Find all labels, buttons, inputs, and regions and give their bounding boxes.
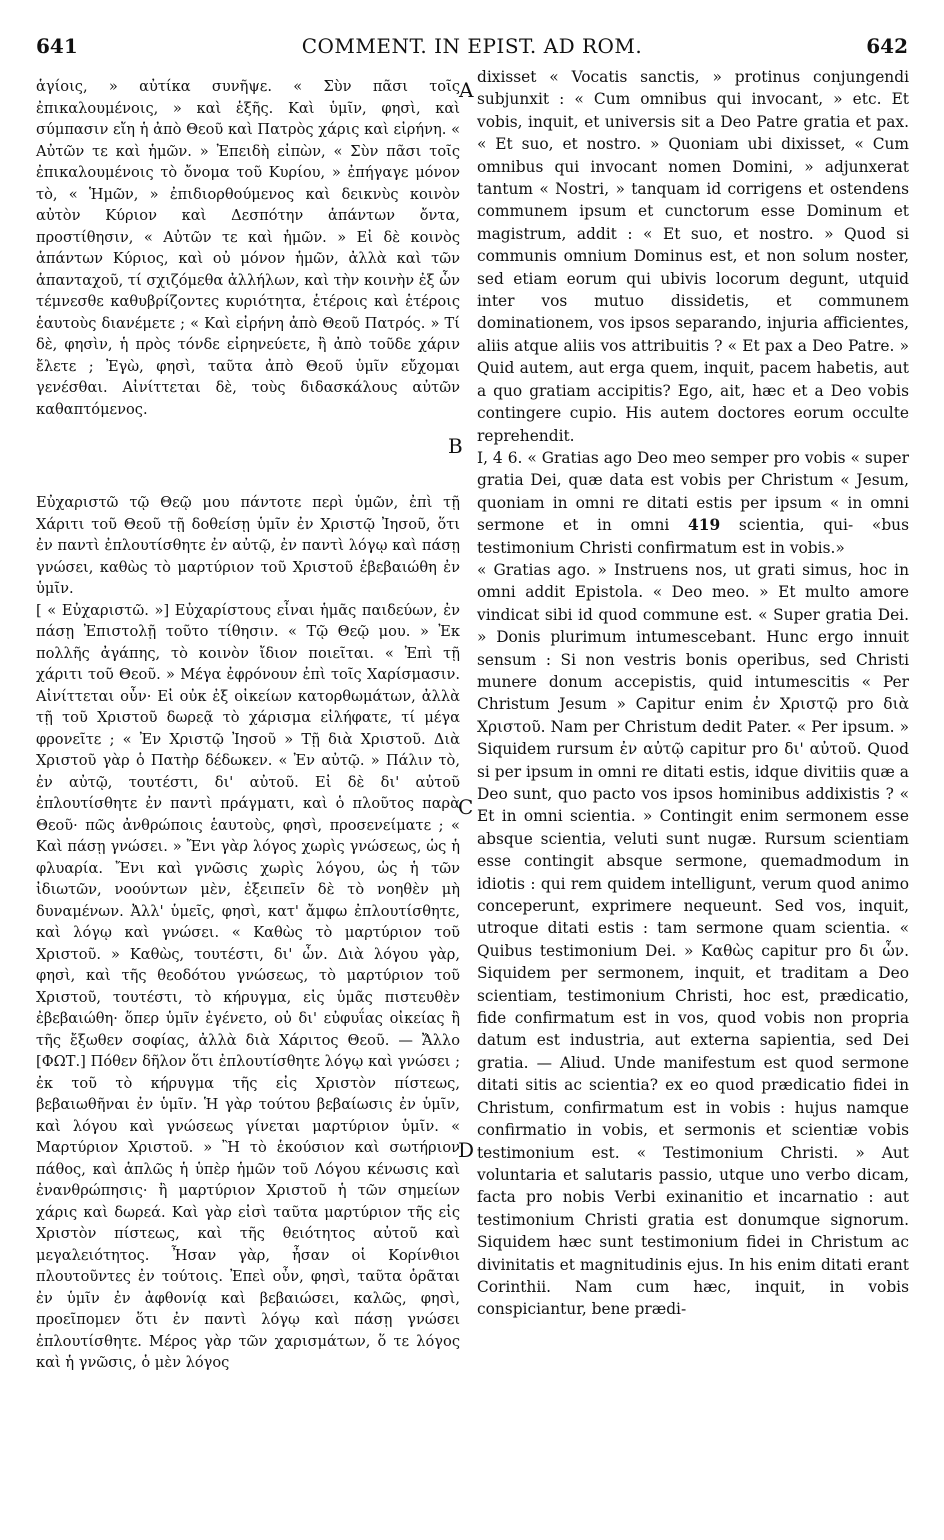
latin-paragraph-2: « Gratias ago. » Instruens nos, ut grati simus, hoc in omni addit Epistola. « Deo meo. » Et multo amore vindicat sibi id quod commune est. « Super gratia Dei. » Donis plurimum intumescebant. Hunc ergo innuit sensum : Si non vestris bonis operibus, sed Christi munere donum accepistis, quid intumescitis « Per Christum Jesum » Capitur enim ἐν Χριστῷ pro διὰ Χριστοῦ. Nam per Christum dedit Pater. « Per ipsum. » Siquidem rursum ἐν αὐτῷ capitur pro δι' αὐτοῦ. Quod si per ipsum in omni re ditati estis, idque divitiis quæ a Deo sunt, quo pacto vos ipsos hominibus addixistis ? « Et in omni scientia. » Contingit enim sermonem esse absque scientia, veluti sunt nugæ. Rursum scientiam esse contingit absque sermone, quemadmodum in idiotis : qui rem quidem intelligunt, verum quod animo conceperunt, exprimere nequeunt. Sed vos, inquit, utroque ditati estis : tam sermone quam scientia. « Quibus testimonium Dei. » Καθὼς capitur pro δι ὧν. Siquidem per sermonem, inquit, et traditam a Deo scientiam, testimonium Christi, hoc est, prædicatio, fide confirmatum est in vos, quod vobis non propria datum est industria, aut externa sapientia, sed Dei gratia. — Aliud. Unde manifestum est quod sermone ditati sitis ac scientia? ex eo quod prædicatio fidei in Christum, confirmatum est in vobis : hujus namque confirmatio in vobis, et sermonis et scientiæ vobis testimonium est. « Testimonium Christi. » Aut voluntaria et salutaris passio, utque uno verbo dicam, facta pro nobis Verbi exinanitio et incarnatio : aut testimonium Christi gratia est donumque signorum. Siquidem hæc sunt testimonium fidei in Christum ac divinitatis et magnitudinis ejus. In his enim ditati erant Corinthii. Nam cum hæc, inquit, in vobis conspiciantur, bene prædi- <box>477 560 909 1319</box>
section-marker-a: A <box>459 78 474 102</box>
running-title: COMMENT. IN EPIST. AD ROM. <box>301 34 643 58</box>
section-marker-b: B <box>448 434 463 458</box>
greek-paragraph: ἁγίοις, » αὐτίκα συνῆψε. « Σὺν πᾶσι τοῖς ἐπικαλουμένοις, » καὶ ἑξῆς. Καὶ ὑμῖν, φησὶ, καὶ σύμπασιν εἴη ἡ ἀπὸ Θεοῦ καὶ Πατρὸς χάρις καὶ εἰρήνη. « Αὐτῶν τε καὶ ἡμῶν. » Ἐπειδὴ εἰπὼν, « Σὺν πᾶσι τοῖς ἐπικαλουμένοις τὸ ὄνομα τοῦ Κυρίου, » ἐπήγαγε μόνον τὸ, « Ἡμῶν, » ἐπιδιορθούμενος καὶ δεικνὺς κοινὸν αὐτὸν Κύριον καὶ Δεσπότην ἁπάντων ὄντα, προστίθησιν, « Αὐτῶν τε καὶ ἡμῶν. » Εἰ δὲ κοινὸς ἁπάντων Κύριος, καὶ οὐ μόνον ἡμῶν, ἀλλὰ καὶ τῶν ἁπανταχοῦ, τί σχιζόμεθα ἀλλήλων, καὶ τὴν κοινὴν ἐξ ὧν τέμνεσθε καθυβρίζοντες κυριότητα, ἑτέροις καὶ ἑτέροις ἑαυτοὺς διανέμετε ; « Καὶ εἰρήνη ἀπὸ Θεοῦ Πατρός. » Τί δὲ, φησὶν, ἡ πρὸς τόνδε εἰρηνεύετε, ἢ ἀπὸ τοῦδε χάριν ἔλετε ; Ἐγὼ, φησὶ, ταῦτα ἀπὸ Θεοῦ ὑμῖν εὔχομαι γενέσθαι. Αἰνίττεται δὲ, τοὺς διδασκάλους αὐτῶν καθαπτόμενος. <box>36 78 460 418</box>
column-number: 419 <box>688 516 721 535</box>
section-marker-d: D <box>458 1138 475 1162</box>
latin-lemma-text-a: I, 4 6. « Gratias ago Deo meo semper pro vobis « super gratia Dei, quæ data est vobis per Christum « Jesum, quoniam in omni re ditati estis per ipsum « in omni sermone et in omni <box>477 448 909 535</box>
latin-lemma <box>477 447 909 559</box>
page-header <box>0 34 944 64</box>
section-marker-c: C <box>458 795 474 819</box>
page-number-right: 642 <box>866 34 908 58</box>
greek-lemma: Εὐχαριστῶ τῷ Θεῷ μου πάντοτε περὶ ὑμῶν, ἐπὶ τῇ Χάριτι τοῦ Θεοῦ τῇ δοθείσῃ ὑμῖν ἐν Χριστῷ Ἰησοῦ, ὅτι ἐν παντὶ ἐπλουτίσθητε ἐν αὐτῷ, ἐν παντὶ λόγῳ καὶ πάσῃ γνώσει, καθὼς τὸ μαρτύριον τοῦ Χριστοῦ ἐβεβαιώθη ἐν ὑμῖν. <box>36 494 460 597</box>
greek-column-block-1 <box>36 76 460 420</box>
latin-column <box>477 66 909 1321</box>
latin-lemma-text-b: scientia, qui- «bus testimonium Christi confirmatum est in vobis.» <box>477 516 909 557</box>
greek-commentary: [ « Εὐχαριστῶ. »] Εὐχαρίστους εἶναι ἡμᾶς παιδεύων, ἐν πάσῃ Ἐπιστολῇ τοῦτο τίθησιν. « Τῷ Θεῷ μου. » Ἐκ πολλῆς ἀγάπης, τὸ κοινὸν ἴδιον ποιεῖται. « Ἐπὶ τῇ χάριτι τοῦ Θεοῦ. » Μέγα ἐφρόνουν ἐπὶ τοῖς Χαρίσμασιν. Αἰνίττεται οὖν· Εἰ οὐκ ἐξ οἰκείων κατορθωμάτων, ἀλλὰ τῇ τοῦ Χριστοῦ δωρεᾷ τὸ χάρισμα εἰλήφατε, τί μέγα φρονεῖτε ; « Ἐν Χριστῷ Ἰησοῦ » Τῇ διὰ Χριστοῦ. Διὰ Χριστοῦ γὰρ ὁ Πατὴρ δέδωκεν. « Ἐν αὐτῷ. » Πάλιν τὸ, ἐν αὐτῷ, τουτέστι, δι' αὐτοῦ. Εἰ δὲ δι' αὐτοῦ ἐπλουτίσθητε ἐν παντὶ πράγματι, καὶ ὁ πλοῦτος παρὰ Θεοῦ· πῶς ἀνθρώποις ἑαυτοὺς, φησὶ, προσενείματε ; « Καὶ πάσῃ γνώσει. » Ἔνι γὰρ λόγος χωρὶς γνώσεως, ὡς ἡ φλυαρία. Ἔνι καὶ γνῶσις χωρὶς λόγου, ὡς ἡ τῶν ἰδιωτῶν, νοούντων μὲν, ἐξειπεῖν δὲ τὸ νοηθὲν μὴ δυναμένων. Ἀλλ' ὑμεῖς, φησὶ, κατ' ἄμφω ἐπλουτίσθητε, καὶ λόγῳ καὶ γνώσει. « Καθὼς τὸ μαρτύριον τοῦ Χριστοῦ. » Καθὼς, τουτέστι, δι' ὧν. Διὰ λόγου γὰρ, φησὶ, καὶ τῆς θεοδότου γνώσεως, τὸ μαρτύριον τοῦ Χριστοῦ, τουτέστι, τὸ κήρυγμα, εἰς ὑμᾶς πιστευθὲν ἐβεβαιώθη· ὅπερ ὑμῖν ἐγένετο, οὐ δι' εὐφυΐας οἰκείας ἢ τῆς ἔξωθεν σοφίας, ἀλλὰ διὰ Χάριτος Θεοῦ. — Ἄλλο [ΦΩΤ.] Πόθεν δῆλον ὅτι ἐπλουτίσθητε λόγῳ καὶ γνώσει ; ἐκ τοῦ τὸ κήρυγμα τῆς εἰς Χριστὸν πίστεως, βεβαιωθῆναι ἐν ὑμῖν. Ἡ γὰρ τούτου βεβαίωσις ἐν ὑμῖν, καὶ λόγου καὶ γνώσεως γίνεται μαρτύριον ὑμῖν. « Μαρτύριον Χριστοῦ. » Ἢ τὸ ἑκούσιον καὶ σωτήριον πάθος, καὶ ἁπλῶς ἡ ὑπὲρ ἡμῶν τοῦ Λόγου κένωσις καὶ ἐνανθρώπησις· ἢ μαρτύριον Χριστοῦ ἡ τῶν σημείων χάρις καὶ δωρεά. Καὶ γὰρ εἰσὶ ταῦτα μαρτύριον τῆς εἰς Χριστὸν πίστεως, καὶ τῆς θειότητος αὐτοῦ καὶ μεγαλειότητος. Ἦσαν γὰρ, ἦσαν οἱ Κορίνθιοι πλουτοῦντες ἐν τούτοις. Ἐπεὶ οὖν, φησὶ, ταῦτα ὁρᾶται ἐν ὑμῖν ἐν ἀφθονίᾳ καὶ βεβαιώσει, καλῶς, φησὶ, προεῖπομεν ὅτι ἐν παντὶ λόγῳ καὶ πάσῃ γνώσει ἐπλουτίσθητε. Μέρος γὰρ τῶν χαρισμάτων, ὅ τε λόγος καὶ ἡ γνῶσις, ὁ μὲν λόγος <box>36 601 460 1371</box>
page-number-left: 641 <box>36 34 78 58</box>
latin-paragraph-1: dixisset « Vocatis sanctis, » protinus conjungendi subjunxit : « Cum omnibus qui invocant, » etc. Et vobis, inquit, et universis sit a Deo Patre gratia et pax. « Et suo, et nostro. » Quoniam ubi dixisset, « Cum omnibus qui invocant nomen Domini, » adjunxerat tantum « Nostri, » tanquam id corrigens et ostendens communem ipsum et cunctorum esse Dominum et magistrum, addit : « Et suo, et nostro. » Quod si communis omnium Dominus est, et non solum noster, sed etiam eorum qui ubivis locorum degunt, utquid inter vos mutuo dissidetis, et communem dominationem, vos ipsos separando, injuria afficientes, aliis atque aliis vos attribuitis ? « Et pax a Deo Patre. » Quid autem, aut erga quem, inquit, pacem habetis, aut a quo gratiam accipitis? Ego, ait, hæc et a Deo vobis contingere cupio. His autem doctores eorum occulte reprehendit. <box>477 68 909 445</box>
greek-column-block-2 <box>36 492 460 1374</box>
